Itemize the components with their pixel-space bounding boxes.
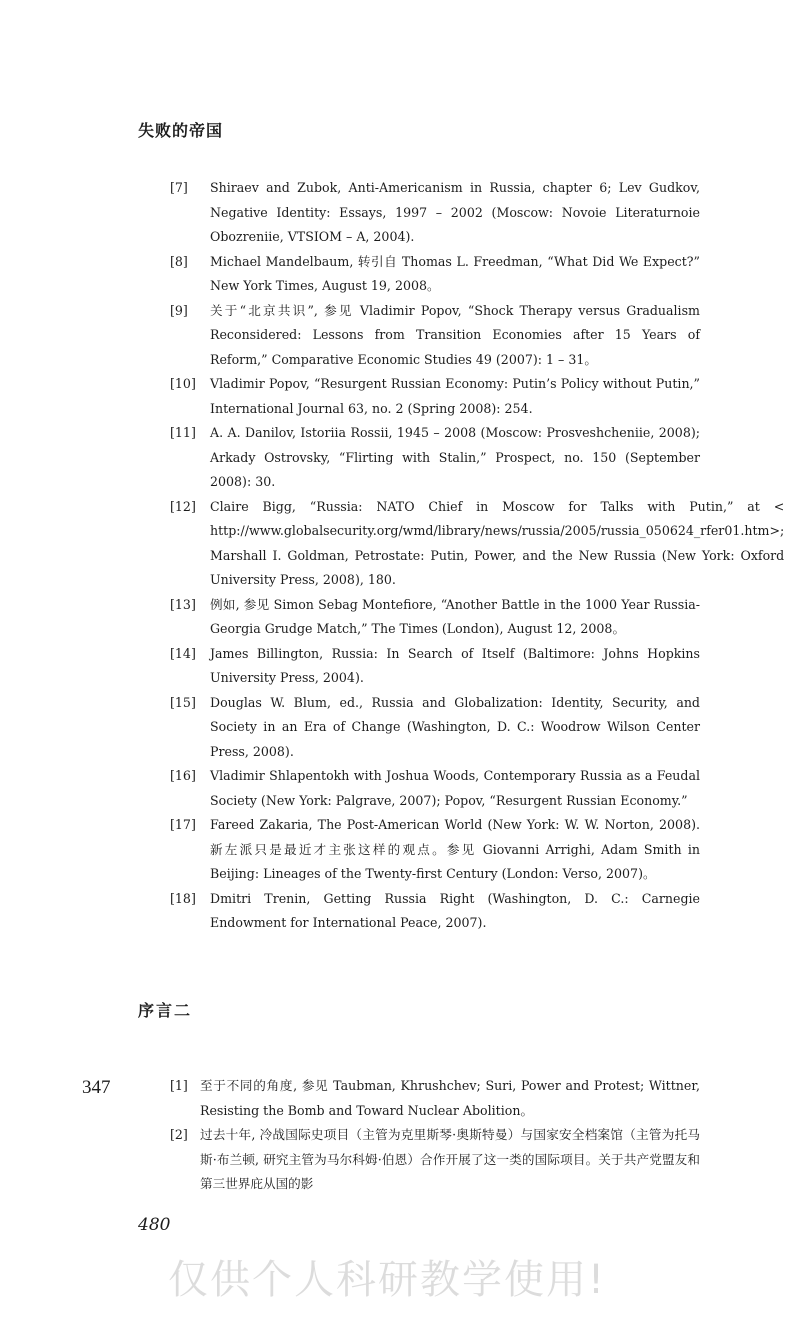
endnote: [2] 过去十年, 冷战国际史项目（主管为克里斯琴·奥斯特曼）与国家安全档案馆（主管为托马斯·布兰顿, 研究主管为马尔科姆·伯恩）合作开展了这一类的国际项目。关于共产党盟友和第三世界庇从国的影 [170,1127,700,1191]
running-head: 失败的帝国 [138,121,224,140]
endnote: [15] Douglas W. Blum, ed., Russia and Globalization: Identity, Security, and Society in an Era of Change (Washington, D. C.: Woodrow Wilson Center Press, 2008). [170,694,700,759]
endnote: [11] A. A. Danilov, Istoriia Rossii, 1945 – 2008 (Moscow: Prosveshcheniie, 2008); Arkady Ostrovsky, “Flirting with Stalin,” Prospect, no. 150 (September 2008): 30. [170,425,700,489]
margin-page-number: 347 [82,1077,111,1098]
endnote: [17] Fareed Zakaria, The Post-American World (New York: W. W. Norton, 2008). 新左派只是最近才主张这样的观点。参见 Giovanni Arrighi, Adam Smith in Beijing: Lineages of the Twenty-first Century (London: Verso, 2007)。 [170,817,700,881]
endnote: [10] Vladimir Popov, “Resurgent Russian Economy: Putin’s Policy without Putin,” International Journal 63, no. 2 (Spring 2008): 254. [170,376,700,416]
endnote: [9] 关于“北京共识”, 参见 Vladimir Popov, “Shock Therapy versus Gradualism Reconsidered: Lessons from Transition Economies after 15 Years of Reform,” Comparative Economic Studies 49 (2007): 1 – 31。 [170,302,700,367]
endnotes-list [170,176,785,936]
endnote: [13] 例如, 参见 Simon Sebag Montefiore, “Another Battle in the 1000 Year Russia-Georgia Grudge Match,” The Times (London), August 12, 2008。 [170,596,700,636]
endnote: [12] Claire Bigg, “Russia: NATO Chief in Moscow for Talks with Putin,” at < http://www.globalsecurity.org/wmd/library/news/russia/2005/russia_050624_rfer01.htm>; Marshall I. Goldman, Petrostate: Putin, Power, and the New Russia (New York: Oxford University Press, 2008), 180. [170,498,785,587]
endnote: [7] Shiraev and Zubok, Anti-Americanism in Russia, chapter 6; Lev Gudkov, Negative Identity: Essays, 1997 – 2002 (Moscow: Novoie Literaturnoie Obozreniie, VTSIOM – A, 2004). [170,180,700,244]
endnote: [16] Vladimir Shlapentokh with Joshua Woods, Contemporary Russia as a Feudal Society (New York: Palgrave, 2007); Popov, “Resurgent Russian Economy.” [170,768,700,808]
endnote: [1] 至于不同的角度, 参见 Taubman, Khrushchev; Suri, Power and Protest; Wittner, Resisting the Bomb and Toward Nuclear Abolition。 [170,1078,700,1118]
endnotes-list-section-2 [170,1074,700,1197]
endnote: [14] James Billington, Russia: In Search of Itself (Baltimore: Johns Hopkins University Press, 2004). [170,645,700,685]
page-number: 480 [138,1215,171,1235]
section-title: 序言二 [138,1001,193,1020]
endnote: [8] Michael Mandelbaum, 转引自 Thomas L. Freedman, “What Did We Expect?” New York Times, August 19, 2008。 [170,253,700,293]
endnote: [18] Dmitri Trenin, Getting Russia Right (Washington, D. C.: Carnegie Endowment for International Peace, 2007). [170,890,700,930]
watermark: 仅供个人科研教学使用! [168,1257,607,1303]
